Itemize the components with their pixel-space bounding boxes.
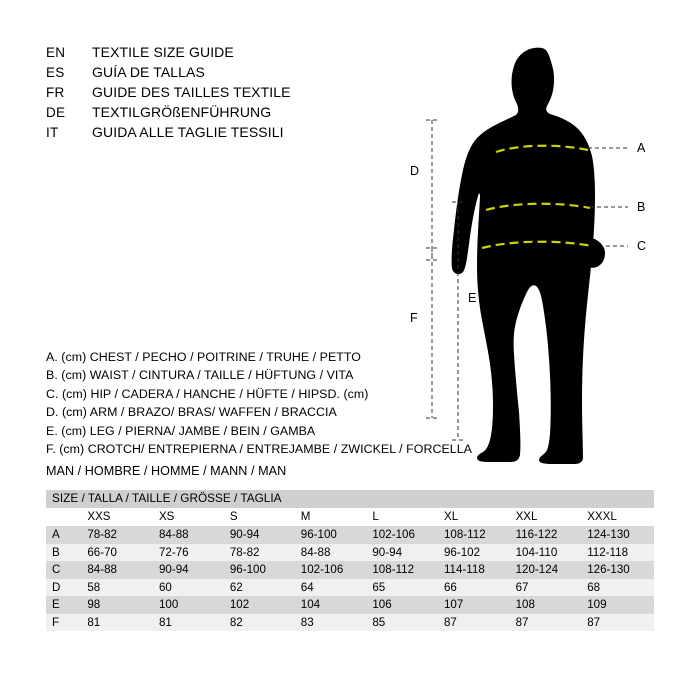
- row-label-a: A: [46, 526, 81, 544]
- cell-b-m: 84-88: [295, 544, 367, 562]
- cell-a-xs: 84-88: [153, 526, 224, 544]
- cell-d-xs: 60: [153, 579, 224, 597]
- measurement-legend: [46, 350, 472, 460]
- column-xs: XS: [153, 508, 224, 526]
- label-d: D: [410, 164, 420, 178]
- row-label-e: E: [46, 596, 81, 614]
- cell-a-s: 90-94: [224, 526, 295, 544]
- cell-f-xl: 87: [438, 614, 510, 632]
- cell-a-m: 96-100: [295, 526, 367, 544]
- label-e: E: [468, 291, 477, 305]
- column-corner-cell: [46, 508, 81, 526]
- cell-b-xxxl: 112-118: [581, 544, 654, 562]
- cell-c-xxxl: 126-130: [581, 561, 654, 579]
- cell-c-m: 102-106: [295, 561, 367, 579]
- label-a: A: [637, 141, 646, 155]
- cell-b-l: 90-94: [366, 544, 438, 562]
- title-text-it: GUIDA ALLE TAGLIE TESSILI: [92, 124, 284, 140]
- cell-d-m: 64: [295, 579, 367, 597]
- cell-b-xs: 72-76: [153, 544, 224, 562]
- title-row-es: [46, 64, 366, 84]
- title-text-de: TEXTILGRÖßENFÜHRUNG: [92, 104, 272, 120]
- column-xxxl: XXXL: [581, 508, 654, 526]
- title-language-list: [46, 44, 366, 144]
- cell-e-xl: 107: [438, 596, 510, 614]
- cell-d-xl: 66: [438, 579, 510, 597]
- language-code-de: DE: [46, 105, 66, 120]
- table-row: [46, 526, 654, 544]
- cell-d-xxs: 58: [81, 579, 153, 597]
- cell-c-xxs: 84-88: [81, 561, 153, 579]
- language-code-en: EN: [46, 45, 66, 60]
- column-xxs: XXS: [81, 508, 153, 526]
- table-row: [46, 596, 654, 614]
- table-row: [46, 614, 654, 632]
- column-xl: XL: [438, 508, 510, 526]
- legend-item-a: A. (cm) CHEST / PECHO / POITRINE / TRUHE / PETTO: [46, 350, 361, 364]
- cell-c-xs: 90-94: [153, 561, 224, 579]
- body-figure-diagram: [390, 20, 690, 470]
- dimension-line-d: [426, 120, 438, 260]
- dimension-line-f: [426, 248, 438, 418]
- cell-d-xxxl: 68: [581, 579, 654, 597]
- cell-d-l: 65: [366, 579, 438, 597]
- cell-c-s: 96-100: [224, 561, 295, 579]
- cell-e-l: 106: [366, 596, 438, 614]
- row-label-c: C: [46, 561, 81, 579]
- cell-e-xs: 100: [153, 596, 224, 614]
- cell-d-s: 62: [224, 579, 295, 597]
- legend-item-f: F. (cm) CROTCH/ ENTREPIERNA / ENTREJAMBE / ZWICKEL / FORCELLA: [46, 441, 472, 456]
- cell-f-xxs: 81: [81, 614, 153, 632]
- cell-f-l: 85: [366, 614, 438, 632]
- cell-e-s: 102: [224, 596, 295, 614]
- column-m: M: [295, 508, 367, 526]
- language-code-fr: FR: [46, 85, 65, 100]
- title-text-en: TEXTILE SIZE GUIDE: [92, 44, 234, 60]
- legend-item-c: C. (cm) HIP / CADERA / HANCHE / HÜFTE / HIPSD. (cm): [46, 386, 369, 401]
- gender-label: MAN / HOMBRE / HOMME / MANN / MAN: [46, 464, 287, 478]
- size-table: [46, 490, 654, 631]
- table-column-row: [46, 508, 654, 526]
- title-row-de: [46, 104, 366, 124]
- language-code-es: ES: [46, 65, 65, 80]
- column-xxl: XXL: [510, 508, 582, 526]
- legend-item-e: E. (cm) LEG / PIERNA/ JAMBE / BEIN / GAMBA: [46, 423, 316, 438]
- cell-a-xl: 108-112: [438, 526, 510, 544]
- label-c: C: [637, 239, 647, 253]
- cell-a-xxxl: 124-130: [581, 526, 654, 544]
- cell-f-xxxl: 87: [581, 614, 654, 632]
- cell-b-xxl: 104-110: [510, 544, 582, 562]
- column-l: L: [366, 508, 438, 526]
- cell-f-m: 83: [295, 614, 367, 632]
- cell-c-xxl: 120-124: [510, 561, 582, 579]
- cell-a-xxs: 78-82: [81, 526, 153, 544]
- cell-c-l: 108-112: [366, 561, 438, 579]
- title-row-fr: [46, 84, 366, 104]
- cell-e-m: 104: [295, 596, 367, 614]
- cell-f-xxl: 87: [510, 614, 582, 632]
- cell-e-xxxl: 109: [581, 596, 654, 614]
- title-row-it: [46, 124, 366, 144]
- cell-b-s: 78-82: [224, 544, 295, 562]
- title-row-en: [46, 44, 366, 64]
- cell-c-xl: 114-118: [438, 561, 510, 579]
- title-text-es: GUÍA DE TALLAS: [92, 64, 205, 80]
- title-text-fr: GUIDE DES TAILLES TEXTILE: [92, 84, 291, 100]
- cell-e-xxl: 108: [510, 596, 582, 614]
- column-s: S: [224, 508, 295, 526]
- size-table-wrapper: [46, 490, 654, 631]
- language-code-it: IT: [46, 125, 59, 140]
- label-f: F: [410, 311, 418, 325]
- table-header-title: SIZE / TALLA / TAILLE / GRÖSSE / TAGLIA: [46, 490, 654, 508]
- table-header-row: [46, 490, 654, 508]
- table-row: [46, 579, 654, 597]
- male-silhouette-shape: [452, 48, 605, 464]
- table-row: [46, 561, 654, 579]
- legend-item-d: D. (cm) ARM / BRAZO/ BRAS/ WAFFEN / BRACCIA: [46, 405, 337, 420]
- cell-f-xs: 81: [153, 614, 224, 632]
- cell-e-xxs: 98: [81, 596, 153, 614]
- cell-a-l: 102-106: [366, 526, 438, 544]
- table-row: [46, 544, 654, 562]
- legend-item-b: B. (cm) WAIST / CINTURA / TAILLE / HÜFTUNG / VITA: [46, 368, 354, 383]
- cell-f-s: 82: [224, 614, 295, 632]
- row-label-f: F: [46, 614, 81, 632]
- label-b: B: [637, 200, 646, 214]
- cell-b-xl: 96-102: [438, 544, 510, 562]
- cell-d-xxl: 67: [510, 579, 582, 597]
- cell-a-xxl: 116-122: [510, 526, 582, 544]
- row-label-b: B: [46, 544, 81, 562]
- cell-b-xxs: 66-70: [81, 544, 153, 562]
- row-label-d: D: [46, 579, 81, 597]
